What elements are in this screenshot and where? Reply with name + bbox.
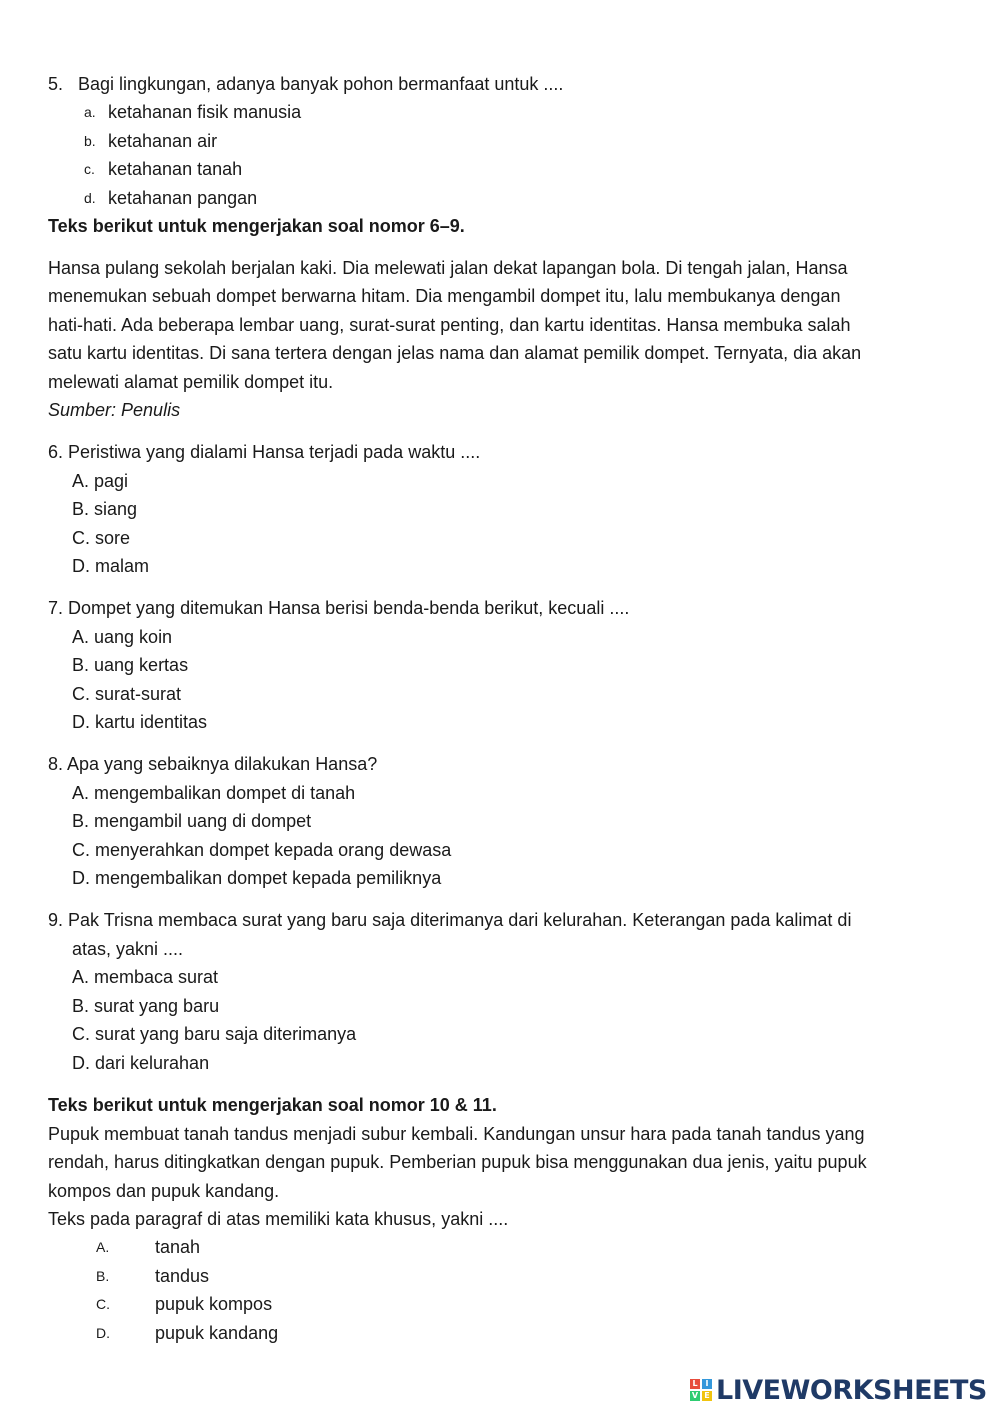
q10-option-text: tanah <box>155 1237 201 1257</box>
q8-option: B. mengambil uang di dompet <box>72 811 312 831</box>
q9-option: D. dari kelurahan <box>72 1053 210 1073</box>
q7-option: A. uang koin <box>72 627 173 647</box>
q5-option-letter: d. <box>84 190 96 206</box>
q9-stem-cont: atas, yakni .... <box>72 939 184 959</box>
q8-stem: 8. Apa yang sebaiknya dilakukan Hansa? <box>48 754 378 774</box>
passage-line: Pupuk membuat tanah tandus menjadi subur kembali. Kandungan unsur hara pada tanah tandus yang <box>48 1124 865 1144</box>
q6-option: D. malam <box>72 556 150 576</box>
passage-line: rendah, harus ditingkatkan dengan pupuk. Pemberian pupuk bisa menggunakan dua jenis, yaitu pupuk <box>48 1152 867 1172</box>
q5-option-letter: a. <box>84 104 96 120</box>
liveworksheets-logo-text: LIVEWORKSHEETS <box>716 1374 987 1406</box>
passage-line: menemukan sebuah dompet berwarna hitam. Dia mengambil dompet itu, lalu membukanya dengan <box>48 286 841 306</box>
passage-line: Hansa pulang sekolah berjalan kaki. Dia melewati jalan dekat lapangan bola. Di tengah jalan, Hansa <box>48 258 848 278</box>
q9-option: B. surat yang baru <box>72 996 220 1016</box>
logo-mark-letter: I <box>702 1379 712 1389</box>
q5-number: 5. <box>48 74 64 94</box>
passage-source: Sumber: Penulis <box>48 400 181 420</box>
q7-option: B. uang kertas <box>72 655 189 675</box>
q5-option-letter: c. <box>84 161 95 177</box>
q6-option: C. sore <box>72 528 131 548</box>
passage-line: kompos dan pupuk kandang. <box>48 1181 280 1201</box>
q5-text: Bagi lingkungan, adanya banyak pohon bermanfaat untuk .... <box>78 74 564 94</box>
passage-line: melewati alamat pemilik dompet itu. <box>48 372 334 392</box>
q5-option-text: ketahanan air <box>108 131 218 151</box>
q10-option-text: pupuk kandang <box>155 1323 279 1343</box>
q9-option: A. membaca surat <box>72 967 219 987</box>
logo-mark-letter: E <box>702 1391 712 1401</box>
q7-option: C. surat-surat <box>72 684 182 704</box>
q7-stem: 7. Dompet yang ditemukan Hansa berisi benda-benda berikut, kecuali .... <box>48 598 630 618</box>
q9-option: C. surat yang baru saja diterimanya <box>72 1024 357 1044</box>
liveworksheets-logo <box>690 1374 990 1406</box>
logo-mark-letter: L <box>690 1379 700 1389</box>
q7-option: D. kartu identitas <box>72 712 208 732</box>
q8-option: A. mengembalikan dompet di tanah <box>72 783 356 803</box>
passage-line: satu kartu identitas. Di sana tertera dengan jelas nama dan alamat pemilik dompet. Ternyata, dia akan <box>48 343 862 363</box>
logo-mark-letter: V <box>691 1391 699 1400</box>
passage-line: hati-hati. Ada beberapa lembar uang, surat-surat penting, dan kartu identitas. Hansa membuka salah <box>48 315 851 335</box>
q10-option-text: tandus <box>155 1266 210 1286</box>
liveworksheets-logo-icon <box>690 1379 712 1401</box>
q5-option-text: ketahanan tanah <box>108 159 243 179</box>
q6-option: B. siang <box>72 499 138 519</box>
q6-option: A. pagi <box>72 471 129 491</box>
q10-option-letter: A. <box>96 1239 110 1255</box>
section-heading-6-9: Teks berikut untuk mengerjakan soal nomor 6–9. <box>48 216 465 236</box>
q6-stem: 6. Peristiwa yang dialami Hansa terjadi pada waktu .... <box>48 442 481 462</box>
q10-option-letter: D. <box>96 1325 110 1341</box>
q5-option-text: ketahanan fisik manusia <box>108 102 302 122</box>
section-heading-10-11: Teks berikut untuk mengerjakan soal nomor 10 & 11. <box>48 1095 497 1115</box>
q10-option-letter: B. <box>96 1268 110 1284</box>
q10-stem: Teks pada paragraf di atas memiliki kata khusus, yakni .... <box>48 1209 509 1229</box>
q9-stem: 9. Pak Trisna membaca surat yang baru saja diterimanya dari kelurahan. Keterangan pada kalimat di <box>48 910 852 930</box>
q5-option-letter: b. <box>84 133 96 149</box>
q5-option-text: ketahanan pangan <box>108 188 258 208</box>
q8-option: C. menyerahkan dompet kepada orang dewasa <box>72 840 452 860</box>
q10-option-text: pupuk kompos <box>155 1294 273 1314</box>
q10-option-letter: C. <box>96 1296 110 1312</box>
q8-option: D. mengembalikan dompet kepada pemiliknya <box>72 868 442 888</box>
q5-stem <box>48 70 563 98</box>
